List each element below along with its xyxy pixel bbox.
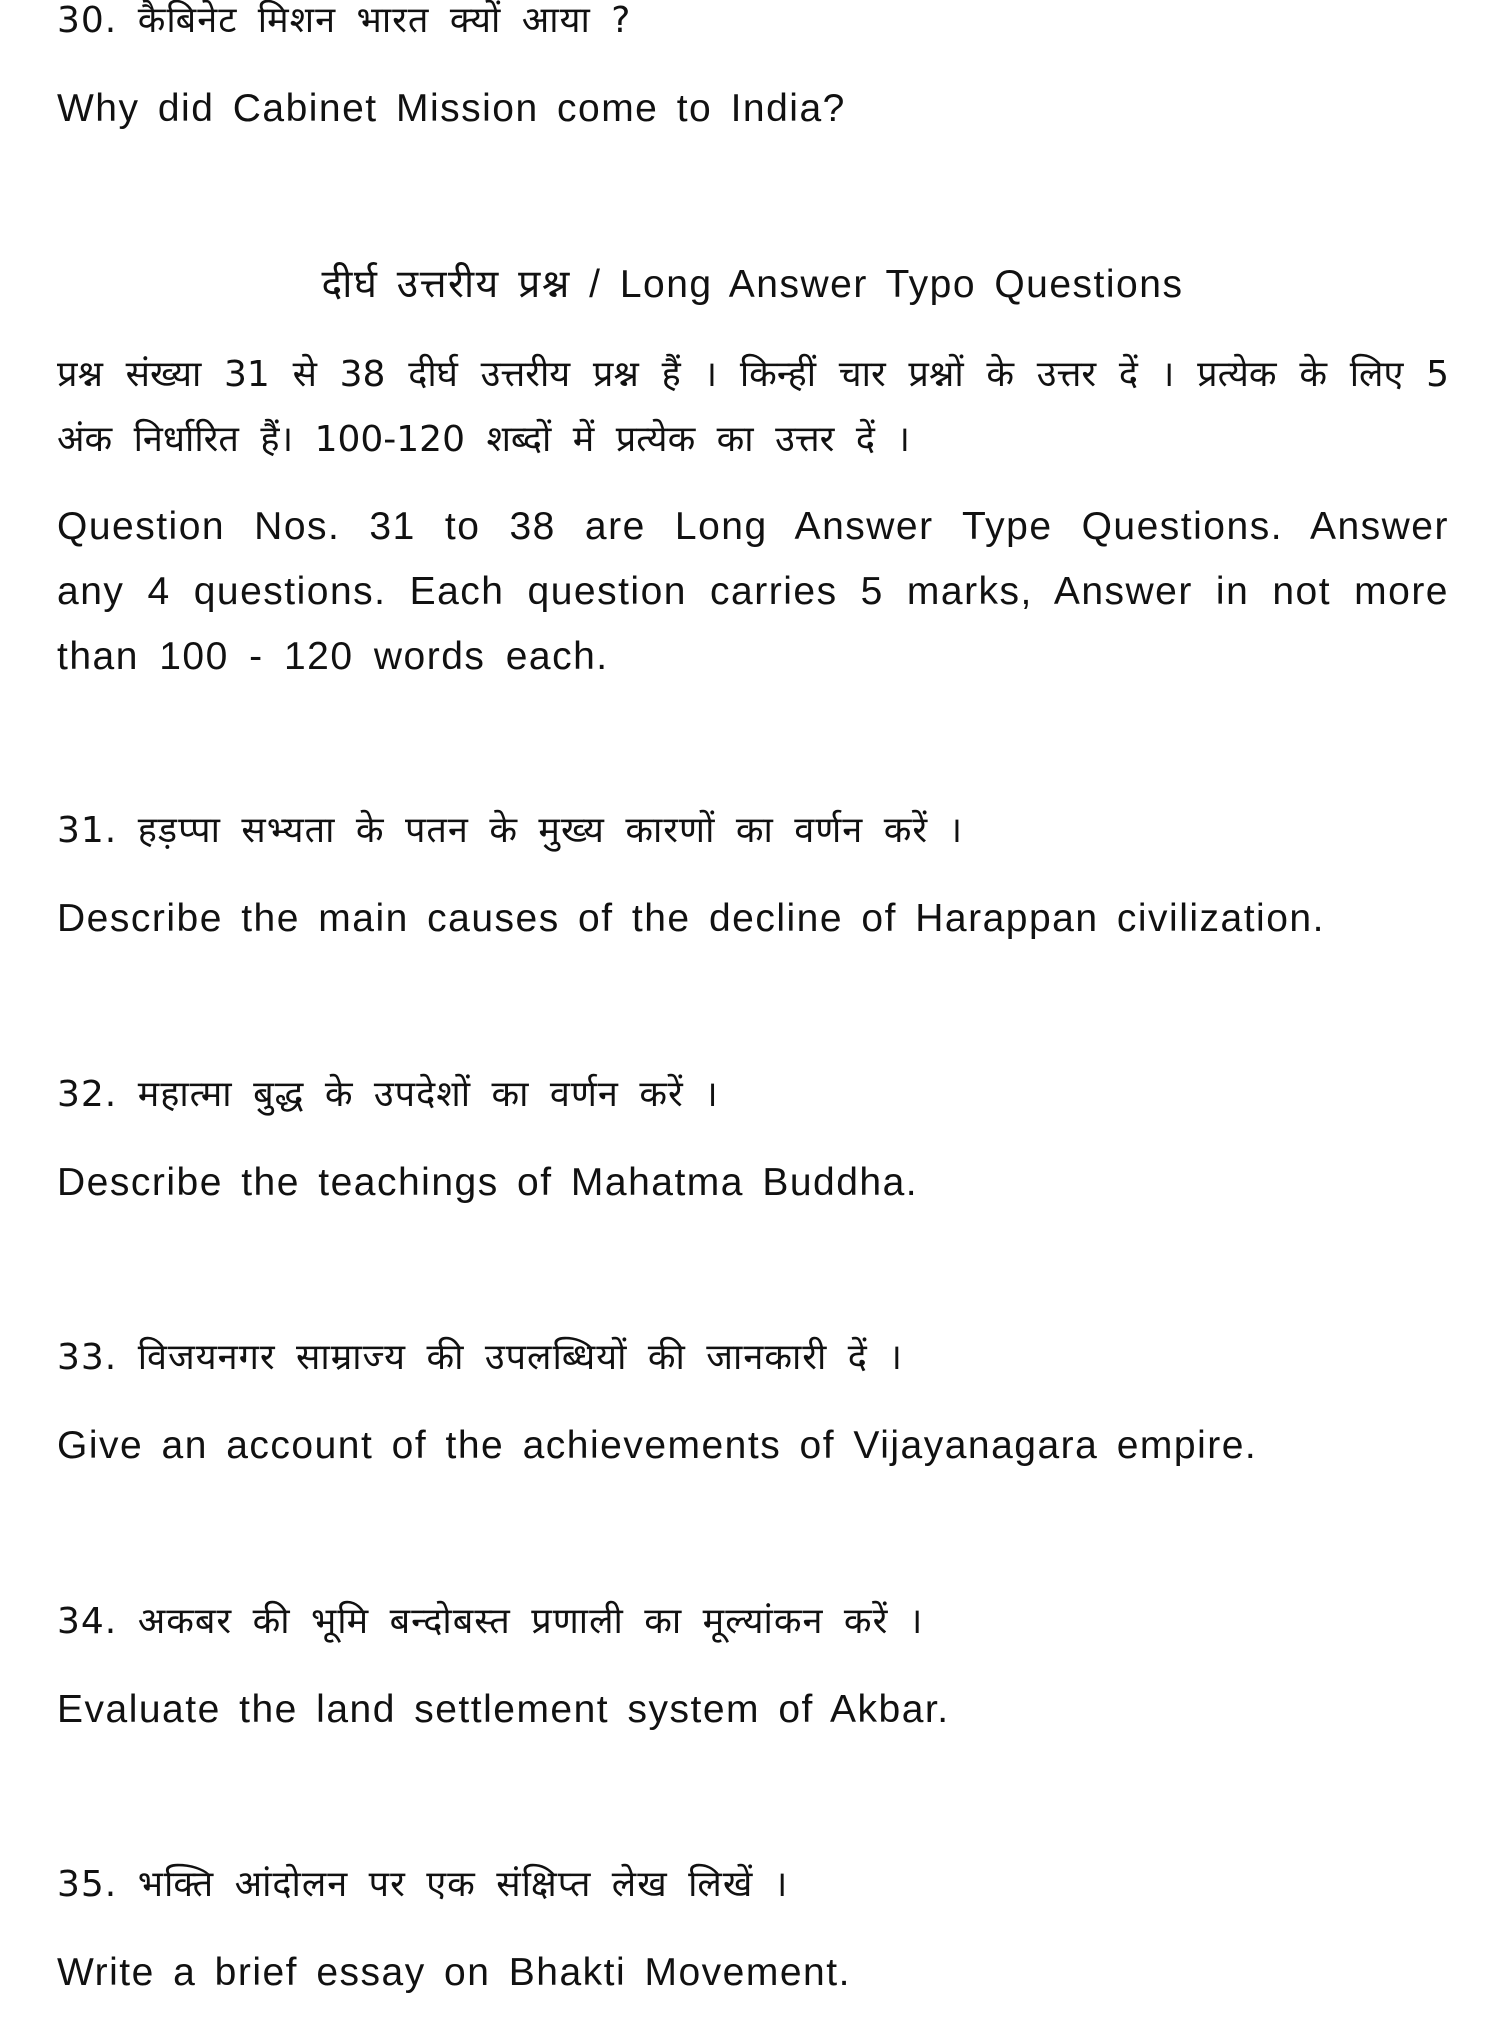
question-35-english: Write a brief essay on Bhakti Movement. (57, 1951, 851, 1994)
question-30-hindi: 30. कैबिनेट मिशन भारत क्यों आया ? (57, 0, 632, 41)
question-30-english: Why did Cabinet Mission come to India? (57, 87, 846, 130)
section-heading: दीर्घ उत्तरीय प्रश्न / Long Answer Typo Questions (321, 263, 1184, 306)
question-31-english: Describe the main causes of the decline of Harappan civilization. (57, 897, 1325, 940)
question-32-english: Describe the teachings of Mahatma Buddha. (57, 1161, 919, 1204)
question-35-hindi: 35. भक्ति आंदोलन पर एक संक्षिप्त लेख लिखें । (57, 1864, 789, 1905)
question-31-hindi: 31. हड़प्पा सभ्यता के पतन के मुख्य कारणों का वर्णन करें । (57, 810, 964, 851)
section-instructions-english: Question Nos. 31 to 38 are Long Answer Type Questions. Answer any 4 questions. Each question carries 5 marks, Answer in not more than 100 - 120 words each. (57, 505, 1449, 678)
question-33-hindi: 33. विजयनगर साम्राज्य की उपलब्धियों की जानकारी दें । (57, 1337, 903, 1378)
section-instructions-hindi: प्रश्न संख्या 31 से 38 दीर्घ उत्तरीय प्रश्न हैं । किन्हीं चार प्रश्नों के उत्तर दें । प्रत्येक के लिए 5 अंक निर्धारित हैं। 100-120 शब्दों में प्रत्येक का उत्तर दें । (57, 354, 1449, 460)
question-32-hindi: 32. महात्मा बुद्ध के उपदेशों का वर्णन करें । (57, 1074, 719, 1115)
question-34-english: Evaluate the land settlement system of Akbar. (57, 1688, 950, 1731)
question-34-hindi: 34. अकबर की भूमि बन्दोबस्त प्रणाली का मूल्यांकन करें । (57, 1601, 924, 1642)
question-33-english: Give an account of the achievements of Vijayanagara empire. (57, 1424, 1258, 1467)
